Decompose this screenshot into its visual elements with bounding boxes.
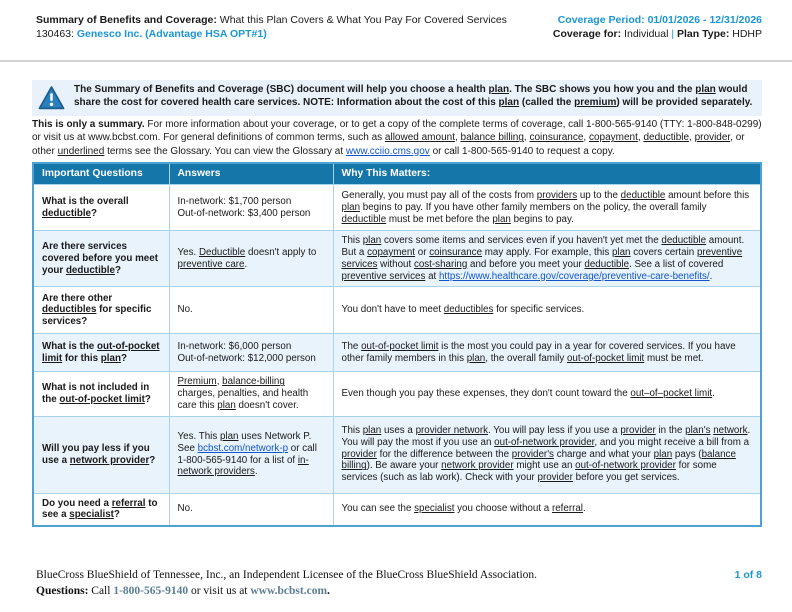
question-cell: [33, 334, 169, 372]
text-segment: for specific services?: [42, 304, 152, 328]
text-segment: Will you pay less if you use a: [42, 442, 150, 466]
text-segment: plan: [653, 448, 673, 460]
text-segment: plan: [498, 97, 520, 109]
text-segment: , or other: [32, 132, 745, 157]
text-segment: provider's: [511, 448, 554, 460]
text-segment: ,: [583, 132, 589, 144]
table-row-network-provider: [33, 416, 761, 493]
text-segment: without: [377, 258, 414, 270]
question-cell: [33, 231, 169, 287]
text-segment: The: [341, 341, 362, 353]
text-segment: deductible: [341, 213, 387, 225]
text-segment: What is the: [42, 341, 97, 353]
text-segment: up to the: [577, 190, 621, 202]
text-segment: plan: [341, 201, 361, 213]
why-cell: [333, 185, 761, 231]
text-segment: coinsurance: [429, 247, 483, 259]
text-segment: .: [712, 388, 715, 400]
text-segment: Even though you pay these expenses, they don't count toward the: [341, 388, 631, 400]
text-segment: deductible: [620, 190, 666, 202]
question-cell: [33, 372, 169, 416]
why-cell: [333, 493, 761, 526]
text-segment: Genesco Inc. (Advantage HSA OPT#1): [76, 28, 267, 41]
text-segment: plan: [492, 213, 511, 225]
text-segment: . You will pay less if you use a: [488, 425, 621, 437]
text-segment: provider network: [415, 425, 488, 437]
text-segment: plan's: [685, 425, 711, 437]
text-segment: This is only a summary.: [32, 119, 145, 131]
col-header-answers: Answers: [169, 163, 333, 185]
text-segment: referral: [111, 497, 146, 509]
answer-cell: [169, 287, 333, 334]
text-segment: out–of–pocket limit: [630, 388, 713, 400]
why-cell: [333, 231, 761, 287]
text-segment: pays (: [672, 448, 702, 460]
text-segment: covers some items and services even if you haven't yet met the: [381, 235, 662, 247]
table-header-row: [33, 163, 761, 185]
table-row-referral-specialist: [33, 493, 761, 526]
text-segment: deductible: [65, 264, 115, 276]
text-segment: would share the cost for covered health care services. NOTE: Information about the cost of this: [74, 84, 748, 109]
answer-cell: [169, 231, 333, 287]
text-segment: uses Network P. See: [177, 431, 312, 454]
why-cell: [333, 287, 761, 334]
text-segment: Out-of-network: $12,000 person: [177, 352, 316, 364]
text-segment: Do you need a: [42, 497, 112, 509]
text-segment: specialist: [69, 509, 114, 521]
text-segment: for this: [62, 352, 101, 364]
answer-cell: [169, 493, 333, 526]
text-segment: or: [415, 247, 430, 259]
text-segment: at: [425, 270, 439, 282]
text-segment: plan: [362, 425, 382, 437]
text-segment: What is not included in the: [42, 382, 150, 405]
text-segment: www.bcbst.com: [250, 584, 328, 597]
question-cell: [33, 416, 169, 493]
text-segment: plan: [695, 84, 716, 95]
text-segment: What is the overall: [42, 196, 129, 208]
table-row-not-in-out-of-pocket-limit: [33, 372, 761, 416]
page-indicator: 1 of 8: [734, 569, 762, 581]
text-segment: out-of-pocket limit: [566, 352, 645, 364]
text-segment: Deductible: [198, 247, 246, 259]
text-segment: .: [582, 503, 586, 515]
warning-icon: [38, 86, 65, 114]
text-segment: ?: [149, 454, 156, 466]
text-segment: or call 1-800-565-9140 to request a copy.: [429, 145, 615, 157]
text-segment: for some services (such as lab work). Check with your: [341, 460, 717, 484]
text-segment: plan: [362, 235, 382, 247]
text-segment: This: [341, 425, 363, 437]
question-cell: [33, 185, 169, 231]
text-segment: For more information about your coverage, or to get a copy of the complete terms of coverage, call 1-800-565-9140 (TTY: 1-800-848-0299) or visit us at www.bcbst.com. For general definitions of common terms, such as: [32, 119, 762, 144]
text-segment: HDHP: [729, 28, 762, 41]
text-segment: Summary of Benefits and Coverage:: [36, 14, 217, 26]
text-segment: balance billing: [460, 132, 524, 144]
col-header-important-questions: Important Questions: [33, 163, 169, 185]
text-segment: terms see the Glossary. You can view the Glossary at: [104, 145, 346, 157]
text-segment: in the: [655, 425, 686, 437]
answer-cell: [169, 372, 333, 416]
text-segment: charge and what your: [553, 448, 654, 460]
text-segment: plan: [466, 352, 486, 364]
text-segment: might use an: [513, 460, 576, 472]
text-segment: .: [709, 270, 713, 282]
text-segment: provider: [341, 448, 377, 460]
text-segment: Generally, you must pay all of the costs from: [341, 190, 537, 202]
text-segment: network provider: [69, 454, 150, 466]
questions-line: [36, 584, 762, 600]
text-segment: ,: [216, 376, 223, 388]
licensee-statement: BlueCross BlueShield of Tennessee, Inc., an Independent Licensee of the BlueCross BlueShield Association.: [36, 569, 538, 581]
text-segment: Call: [88, 584, 114, 597]
answer-cell: [169, 185, 333, 231]
text-segment: cost-sharing: [413, 258, 468, 270]
text-segment: preventive services: [341, 270, 426, 282]
text-segment: begins to pay. If you have other family members on the policy, the overall family: [360, 201, 707, 213]
intro-section: [32, 80, 762, 158]
intro-banner: [32, 80, 762, 116]
intro-banner-text: [74, 83, 757, 109]
text-segment: coinsurance: [529, 132, 584, 144]
text-segment: copayment: [588, 132, 638, 144]
text-segment: No.: [177, 503, 193, 515]
plan-identifier: [36, 27, 507, 41]
text-segment: underlined: [57, 145, 105, 157]
text-segment: plan: [219, 431, 239, 443]
why-cell: [333, 334, 761, 372]
text-segment: out-of-pocket limit: [42, 341, 160, 364]
text-segment: 1-800-565-9140: [113, 584, 189, 597]
text-segment: charges, penalties, and health care this: [177, 388, 309, 411]
text-segment: You can see the: [341, 503, 415, 515]
text-segment: .: [254, 466, 258, 478]
why-cell: [333, 416, 761, 493]
text-segment: ?: [91, 207, 97, 219]
text-segment: or visit us at: [188, 584, 251, 597]
text-segment: network provider: [441, 460, 514, 472]
text-segment: allowed amount: [384, 132, 455, 144]
text-segment: You don't have to meet: [341, 304, 444, 316]
text-segment: for the difference between the: [376, 448, 512, 460]
text-segment: 130463:: [36, 28, 77, 41]
text-segment: . See a list of covered: [629, 258, 724, 270]
text-segment: plan: [217, 399, 236, 411]
text-segment: premium: [574, 97, 617, 109]
inline-link[interactable]: https://www.healthcare.gov/coverage/preventive-care-benefits/: [438, 270, 710, 282]
text-segment: may apply. For example, this: [482, 247, 612, 259]
text-segment: Are there other: [42, 292, 113, 304]
text-segment: deductible: [42, 207, 91, 219]
text-segment: ?: [144, 393, 151, 405]
text-segment: or call 1-800-565-9140 for a list of: [177, 442, 317, 466]
text-segment: balance billing: [341, 448, 736, 472]
text-segment: deductible: [643, 132, 690, 144]
intro-body-text: [32, 118, 762, 158]
text-segment: ,: [689, 132, 695, 144]
text-segment: In-network: $1,700 person: [177, 196, 292, 208]
text-segment: This: [341, 235, 363, 247]
text-segment: for specific services.: [493, 304, 585, 316]
text-segment: copayment: [367, 247, 416, 259]
text-segment: plan: [100, 352, 121, 364]
question-cell: [33, 493, 169, 526]
text-segment: balance-billing: [222, 376, 285, 388]
text-segment: ?: [120, 352, 127, 364]
text-segment: ?: [113, 509, 120, 521]
coverage-period: [553, 13, 762, 27]
text-segment: uses a: [381, 425, 416, 437]
text-segment: in-network providers: [177, 454, 309, 478]
text-segment: Are there services covered before you meet your: [42, 241, 158, 276]
why-cell: [333, 372, 761, 416]
text-segment: preventive services: [341, 247, 743, 270]
text-segment: to see a: [42, 497, 158, 521]
text-segment: provider: [694, 132, 731, 144]
text-segment: ,: [454, 132, 461, 144]
table-row-other-deductibles: [33, 287, 761, 334]
inline-link[interactable]: www.cciio.cms.gov: [345, 145, 430, 157]
header-divider: [0, 60, 792, 62]
table-row-overall-deductible: [33, 185, 761, 231]
text-segment: ?: [114, 264, 121, 276]
text-segment: The Summary of Benefits and Coverage (SBC) document will help you choose a health: [74, 84, 489, 95]
page-header: [36, 13, 762, 41]
text-segment: providers: [536, 190, 578, 202]
benefits-table: [32, 162, 762, 527]
text-segment: . The SBC shows you how you and the: [509, 84, 696, 95]
text-segment: ,: [637, 132, 644, 144]
text-segment: No.: [177, 304, 193, 316]
col-header-why-this-matters: Why This Matters:: [333, 163, 761, 185]
text-segment: referral: [551, 503, 583, 515]
text-segment: .: [244, 258, 248, 270]
text-segment: before you get services.: [572, 472, 680, 484]
header-right: [553, 13, 762, 41]
inline-link[interactable]: bcbst.com/network-p: [197, 442, 289, 454]
text-segment: deductible: [584, 258, 630, 270]
text-segment: Questions:: [36, 584, 89, 597]
text-segment: network: [713, 425, 748, 437]
text-segment: ,: [523, 132, 530, 144]
text-segment: amount. But a: [341, 235, 745, 259]
answer-cell: [169, 334, 333, 372]
text-segment: Yes.: [177, 247, 199, 259]
text-segment: Premium: [177, 376, 217, 388]
page-footer: [36, 568, 762, 599]
document-title: [36, 13, 507, 27]
text-segment: you choose without a: [454, 503, 552, 515]
text-segment: is the most you could pay in a year for covered services. If you have other family members in this: [341, 341, 736, 364]
text-segment: must be met before the: [386, 213, 493, 225]
text-segment: plan: [611, 247, 631, 259]
table-row-services-before-deductible: [33, 231, 761, 287]
table-row-out-of-pocket-limit: [33, 334, 761, 372]
text-segment: ) will be provided separately.: [616, 97, 753, 109]
text-segment: , the overall family: [485, 352, 567, 364]
text-segment: provider: [620, 425, 656, 437]
answer-cell: [169, 416, 333, 493]
text-segment: deductibles: [42, 304, 97, 316]
text-segment: must be met.: [644, 352, 704, 364]
text-segment: ). Be aware your: [366, 460, 442, 472]
text-segment: doesn't apply to: [245, 247, 317, 259]
text-segment: Out-of-network: $3,400 person: [177, 207, 311, 219]
text-segment: out-of-pocket limit: [59, 393, 145, 405]
text-segment: covers certain: [630, 247, 697, 259]
text-segment: plan: [488, 84, 510, 95]
text-segment: In-network: $6,000 person: [177, 341, 292, 353]
text-segment: deductibles: [443, 304, 494, 316]
text-segment: Individual: [621, 28, 672, 41]
text-segment: Yes. This: [177, 431, 220, 443]
text-segment: begins to pay.: [510, 213, 574, 225]
text-segment: out-of-pocket limit: [361, 341, 439, 353]
text-segment: and before you meet your: [467, 258, 585, 270]
text-segment: out-of-network provider: [575, 460, 676, 472]
text-segment: .: [327, 584, 330, 597]
text-segment: preventive care: [177, 258, 245, 270]
question-cell: [33, 287, 169, 334]
text-segment: out-of-network provider: [494, 436, 595, 448]
text-segment: (called the: [519, 97, 575, 109]
text-segment: doesn't cover.: [235, 399, 299, 411]
text-segment: specialist: [414, 503, 455, 515]
text-segment: . You will pay the most if you use an: [341, 425, 751, 448]
text-segment: Plan Type:: [677, 28, 730, 41]
header-left: [36, 13, 507, 41]
text-segment: , and you might receive a bill from a: [594, 436, 750, 448]
text-segment: |: [671, 28, 675, 41]
coverage-for-plan-type: [553, 27, 762, 41]
text-segment: What this Plan Covers & What You Pay For Covered Services: [216, 14, 507, 26]
text-segment: provider: [537, 472, 573, 484]
text-segment: deductible: [661, 235, 707, 247]
text-segment: Coverage for:: [552, 28, 622, 41]
text-segment: Coverage Period: 01/01/2026 - 12/31/2026: [557, 14, 762, 26]
text-segment: amount before this: [665, 190, 750, 202]
